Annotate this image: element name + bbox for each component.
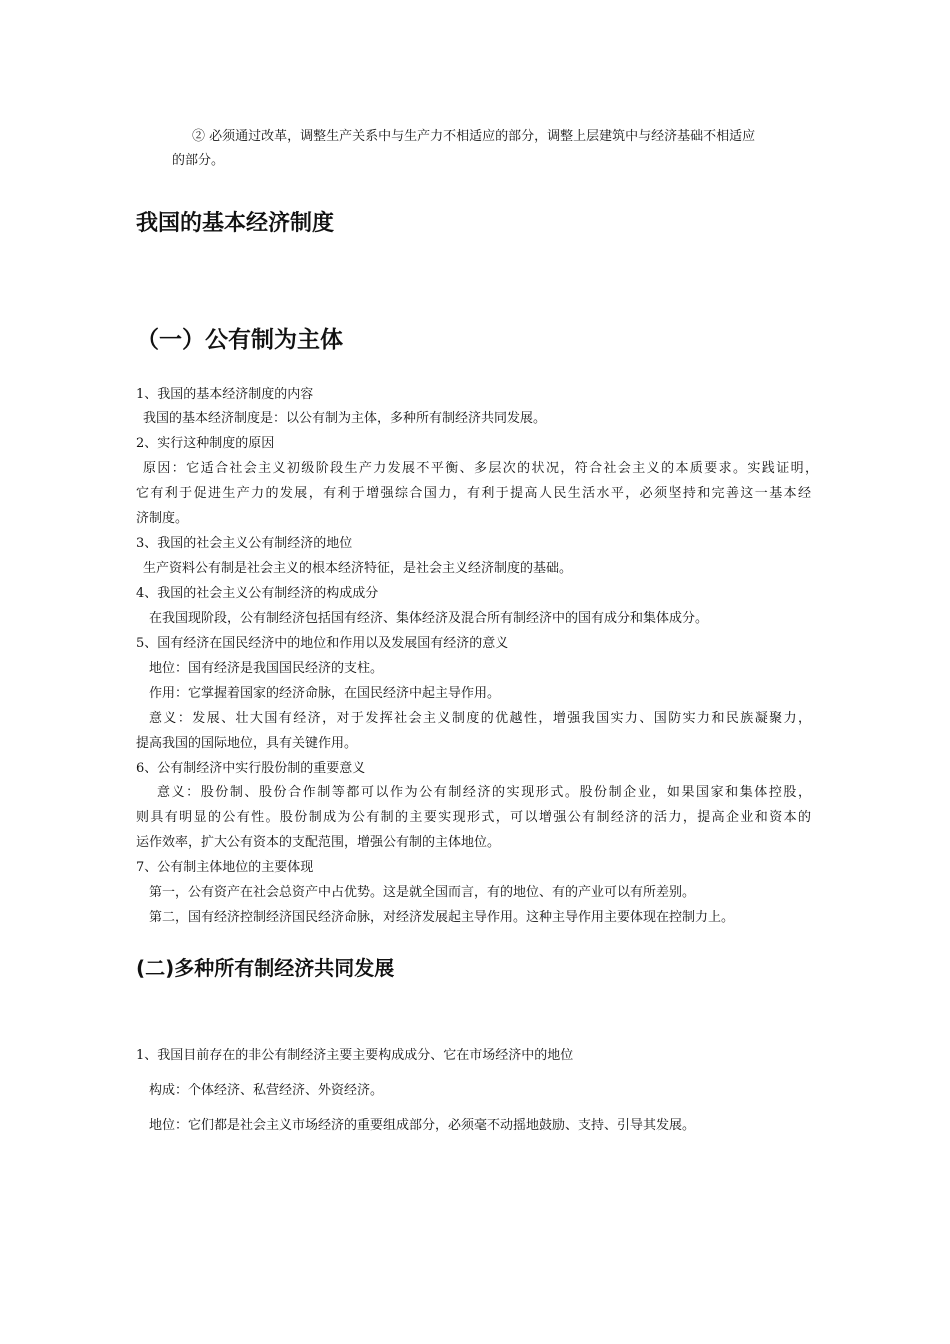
section-1-paragraph: 意义：股份制、股份合作制等都可以作为公有制经济的实现形式。股份制企业，如果国家和集体控股， — [157, 785, 811, 800]
section-1-paragraph: 地位：国有经济是我国国民经济的支柱。 — [149, 661, 384, 676]
section-1-paragraph: 第二，国有经济控制经济国民经济命脉，对经济发展起主导作用。这种主导作用主要体现在控制力上。 — [149, 910, 735, 925]
section-1-heading: （一）公有制为主体 — [136, 327, 343, 353]
main-title: 我国的基本经济制度 — [136, 211, 335, 236]
section-1-paragraph: 我国的基本经济制度是：以公有制为主体，多种所有制经济共同发展。 — [143, 411, 547, 426]
section-1-paragraph: 生产资料公有制是社会主义的根本经济特征，是社会主义经济制度的基础。 — [143, 561, 573, 576]
section-1-item-title: 1、我国的基本经济制度的内容 — [136, 387, 314, 402]
section-1-paragraph: 意义：发展、壮大国有经济，对于发挥社会主义制度的优越性，增强我国实力、国防实力和民族凝聚力， — [149, 711, 811, 726]
section-1-item-title: 3、我国的社会主义公有制经济的地位 — [136, 536, 353, 551]
intro-paragraph-line-1: ② 必须通过改革，调整生产关系中与生产力不相适应的部分，调整上层建筑中与经济基础不相适应 — [192, 129, 756, 144]
section-1-paragraph: 在我国现阶段，公有制经济包括国有经济、集体经济及混合所有制经济中的国有成分和集体成分。 — [149, 611, 709, 626]
section-1-item-title: 4、我国的社会主义公有制经济的构成成分 — [136, 586, 379, 601]
section-1-paragraph: 提高我国的国际地位，具有关键作用。 — [136, 736, 358, 751]
section-2-paragraph: 构成：个体经济、私营经济、外资经济。 — [149, 1083, 384, 1098]
section-2-paragraph: 地位：它们都是社会主义市场经济的重要组成部分，必须毫不动摇地鼓励、支持、引导其发展。 — [149, 1118, 696, 1133]
section-1-paragraph: 运作效率，扩大公有资本的支配范围，增强公有制的主体地位。 — [136, 835, 501, 850]
section-2-heading: (二)多种所有制经济共同发展 — [136, 956, 395, 980]
section-1-item-title: 2、实行这种制度的原因 — [136, 436, 275, 451]
section-1-paragraph: 原因：它适合社会主义初级阶段生产力发展不平衡、多层次的状况，符合社会主义的本质要求。实践证明， — [143, 461, 818, 476]
section-1-paragraph: 第一，公有资产在社会总资产中占优势。这是就全国而言，有的地位、有的产业可以有所差别。 — [149, 885, 696, 900]
section-1-item-title: 6、公有制经济中实行股份制的重要意义 — [136, 761, 366, 776]
section-1-paragraph: 它有利于促进生产力的发展，有利于增强综合国力，有利于提高人民生活水平，必须坚持和完善这一基本经 — [136, 486, 811, 501]
intro-paragraph-line-2: 的部分。 — [172, 153, 225, 168]
section-1-paragraph: 作用：它掌握着国家的经济命脉，在国民经济中起主导作用。 — [149, 686, 501, 701]
section-1-paragraph: 则具有明显的公有性。股份制成为公有制的主要实现形式，可以增强公有制经济的活力，提高企业和资本的 — [136, 810, 811, 825]
section-2-item-title: 1、我国目前存在的非公有制经济主要主要构成成分、它在市场经济中的地位 — [136, 1048, 574, 1063]
section-1-paragraph: 济制度。 — [136, 511, 189, 526]
section-1-item-title: 7、公有制主体地位的主要体现 — [136, 860, 314, 875]
section-1-item-title: 5、国有经济在国民经济中的地位和作用以及发展国有经济的意义 — [136, 636, 509, 651]
